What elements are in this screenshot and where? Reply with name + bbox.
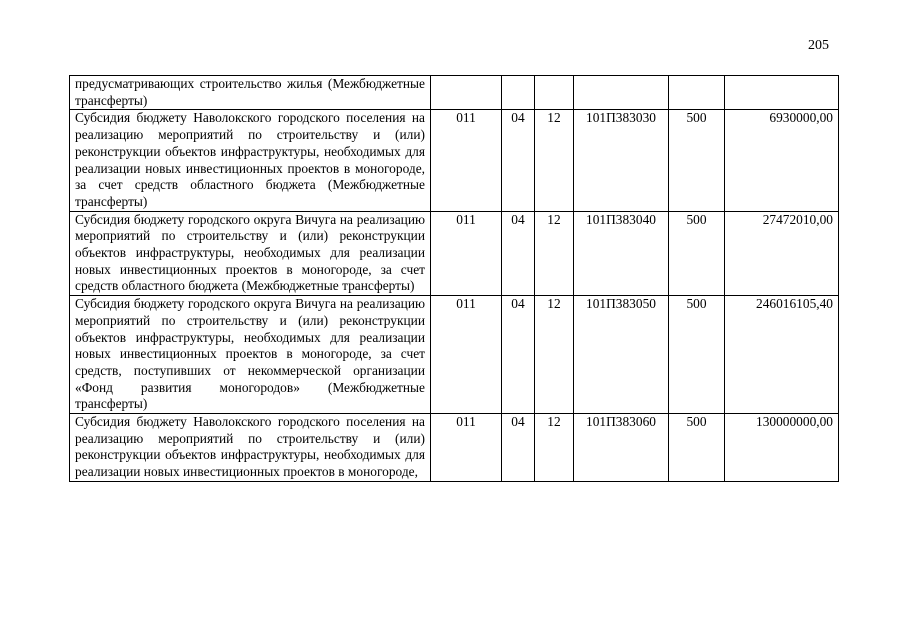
row-pr: 12 bbox=[535, 414, 574, 482]
row-gr: 011 bbox=[431, 211, 502, 296]
page-number: 205 bbox=[808, 38, 829, 53]
row-csr: 101П383040 bbox=[574, 211, 669, 296]
row-pr: 12 bbox=[535, 296, 574, 414]
row-vr: 500 bbox=[669, 110, 725, 211]
row-pr: 12 bbox=[535, 211, 574, 296]
row-rz: 04 bbox=[502, 110, 535, 211]
row-gr: 011 bbox=[431, 414, 502, 482]
row-description: Субсидия бюджету городского округа Вичуга на реализацию мероприятий по строительству и (или) реконструкции объектов инфраструктуры, необходимых для реализации новых инвестиционных проектов в моногороде, за счет средств, поступивших от некоммерческой организации «Фонд развития моногородов» (Межбюджетные трансферты) bbox=[70, 296, 431, 414]
row-description: Субсидия бюджету городского округа Вичуга на реализацию мероприятий по строительству и (или) реконструкции объектов инфраструктуры, необходимых для реализации новых инвестиционных проектов в моногороде, за счет средств областного бюджета (Межбюджетные трансферты) bbox=[70, 211, 431, 296]
row-amount: 246016105,40 bbox=[725, 296, 839, 414]
row-amount: 6930000,00 bbox=[725, 110, 839, 211]
row-vr: 500 bbox=[669, 296, 725, 414]
row-vr: 500 bbox=[669, 414, 725, 482]
row-amount bbox=[725, 76, 839, 110]
row-gr bbox=[431, 76, 502, 110]
row-description: Субсидия бюджету Наволокского городского поселения на реализацию мероприятий по строительству и (или) реконструкции объектов инфраструктуры, необходимых для реализации новых инвестиционных проектов в моногороде, bbox=[70, 414, 431, 482]
row-csr: 101П383050 bbox=[574, 296, 669, 414]
row-description: предусматривающих строительство жилья (Межбюджетные трансферты) bbox=[70, 76, 431, 110]
row-csr bbox=[574, 76, 669, 110]
row-rz: 04 bbox=[502, 296, 535, 414]
row-csr: 101П383060 bbox=[574, 414, 669, 482]
row-gr: 011 bbox=[431, 110, 502, 211]
row-pr: 12 bbox=[535, 110, 574, 211]
row-rz: 04 bbox=[502, 414, 535, 482]
row-csr: 101П383030 bbox=[574, 110, 669, 211]
row-vr: 500 bbox=[669, 211, 725, 296]
table-row bbox=[70, 414, 839, 482]
row-pr bbox=[535, 76, 574, 110]
table-row bbox=[70, 110, 839, 211]
row-description: Субсидия бюджету Наволокского городского поселения на реализацию мероприятий по строительству и (или) реконструкции объектов инфраструктуры, необходимых для реализации новых инвестиционных проектов в моногороде, за счет средств областного бюджета (Межбюджетные трансферты) bbox=[70, 110, 431, 211]
row-gr: 011 bbox=[431, 296, 502, 414]
row-vr bbox=[669, 76, 725, 110]
table-row bbox=[70, 296, 839, 414]
table-row bbox=[70, 211, 839, 296]
row-amount: 27472010,00 bbox=[725, 211, 839, 296]
budget-table bbox=[69, 75, 839, 482]
row-amount: 130000000,00 bbox=[725, 414, 839, 482]
table-row bbox=[70, 76, 839, 110]
row-rz: 04 bbox=[502, 211, 535, 296]
row-rz bbox=[502, 76, 535, 110]
